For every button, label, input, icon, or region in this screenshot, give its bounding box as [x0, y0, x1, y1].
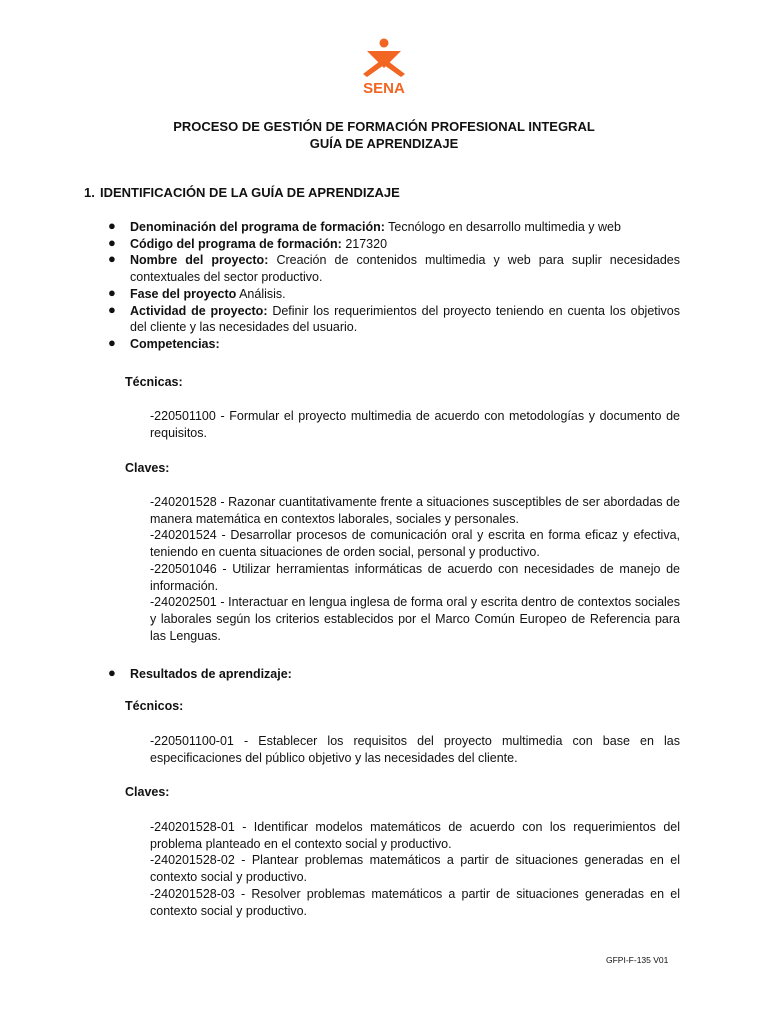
item-text: 240201528 - Razonar cuantitativamente frente a situaciones susceptibles de ser abordadas de manera matemática en contextos laborales, sociales y personales. — [150, 495, 680, 526]
list-item — [108, 886, 680, 919]
list-item — [108, 819, 680, 852]
list-item — [108, 527, 680, 560]
info-label: Fase del proyecto — [130, 286, 237, 301]
info-item — [108, 286, 680, 303]
list-item — [108, 852, 680, 885]
info-label: Denominación del programa de formación: — [130, 220, 385, 234]
info-value: Tecnólogo en desarrollo multimedia y web — [388, 220, 621, 234]
document-title: PROCESO DE GESTIÓN DE FORMACIÓN PROFESIONAL INTEGRAL — [173, 119, 595, 134]
sena-logo — [355, 38, 413, 100]
info-label: Actividad de proyecto: — [130, 303, 268, 318]
item-text: 220501100-01 - Establecer los requisitos del proyecto multimedia con base en las especificaciones del público objetivo y las necesidades del cliente. — [150, 734, 680, 765]
bullet-icon: ● — [108, 334, 116, 350]
info-label: Competencias: — [130, 336, 220, 351]
item-text: 240201528-01 - Identificar modelos matemáticos de acuerdo con los requerimientos del problema planteado en el contexto social y productivo. — [150, 820, 680, 851]
footer-code: GFPI-F-135 V01 — [606, 955, 669, 965]
info-label: Resultados de aprendizaje: — [130, 667, 292, 681]
dash-marker: - — [150, 528, 155, 543]
tecnicas-list — [108, 408, 680, 441]
dash-marker: - — [150, 409, 155, 423]
dash-marker: - — [150, 734, 155, 748]
dash-marker: - — [150, 561, 155, 576]
bullet-icon: ● — [108, 665, 116, 680]
dash-marker: - — [150, 595, 155, 610]
resultados-claves-heading: Claves: — [125, 785, 170, 799]
info-label: Código del programa de formación: — [130, 236, 342, 251]
info-value: 217320 — [345, 236, 388, 251]
bullet-icon: ● — [108, 251, 116, 267]
info-label: Nombre del proyecto: — [130, 253, 269, 268]
bullet-icon: ● — [108, 218, 116, 233]
info-value: Análisis. — [239, 286, 286, 301]
claves-heading: Claves: — [125, 461, 170, 475]
info-item — [108, 219, 680, 236]
item-text: 220501046 - Utilizar herramientas informáticas de acuerdo con necesidades de manejo de información. — [150, 561, 680, 593]
info-value: Definir los requerimientos del proyecto teniendo en cuenta los objetivos del cliente y las necesidades del usuario. — [130, 303, 680, 335]
bullet-icon: ● — [108, 234, 116, 250]
info-item — [108, 252, 680, 285]
info-item — [108, 666, 680, 683]
section-title: IDENTIFICACIÓN DE LA GUÍA DE APRENDIZAJE — [100, 185, 400, 200]
item-text: 240202501 - Interactuar en lengua inglesa de forma oral y escrita dentro de contextos sociales y laborales según los criterios establecidos por el Marco Común Europeo de Referencia para las Lenguas. — [150, 595, 680, 643]
resultados-list — [108, 666, 680, 683]
list-item — [108, 594, 680, 644]
resultados-claves-list — [108, 819, 680, 919]
tecnicos-list — [108, 733, 680, 766]
dash-marker: - — [150, 886, 155, 901]
item-text: 220501100 - Formular el proyecto multimedia de acuerdo con metodologías y documento de requisitos. — [150, 409, 680, 440]
item-text: 240201524 - Desarrollar procesos de comunicación oral y escrita en forma eficaz y efectiva, teniendo en cuenta situaciones de orden social, personal y productivo. — [150, 528, 680, 560]
list-item — [108, 494, 680, 527]
info-item — [108, 303, 680, 336]
bullet-icon: ● — [108, 301, 116, 317]
claves-list — [108, 494, 680, 644]
list-item — [108, 561, 680, 594]
list-item — [108, 733, 680, 766]
logo-text: SENA — [363, 80, 405, 97]
tecnicas-heading: Técnicas: — [125, 375, 183, 389]
item-text: 240201528-02 - Plantear problemas matemáticos a partir de situaciones generadas en el contexto social y productivo. — [150, 853, 680, 885]
info-list — [108, 219, 680, 353]
dash-marker: - — [150, 820, 155, 834]
dash-marker: - — [150, 853, 155, 868]
document-subtitle: GUÍA DE APRENDIZAJE — [309, 136, 459, 151]
tecnicos-heading: Técnicos: — [125, 699, 184, 713]
info-item — [108, 336, 680, 353]
list-item — [108, 408, 680, 441]
dash-marker: - — [150, 495, 155, 509]
bullet-icon: ● — [108, 284, 116, 300]
info-value: Creación de contenidos multimedia y web para suplir necesidades contextuales del sector productivo. — [130, 253, 681, 285]
section-heading — [84, 185, 400, 200]
section-number: 1. — [84, 185, 95, 200]
info-item — [108, 236, 680, 253]
item-text: 240201528-03 - Resolver problemas matemáticos a partir de situaciones generadas en el contexto social y productivo. — [150, 886, 680, 918]
